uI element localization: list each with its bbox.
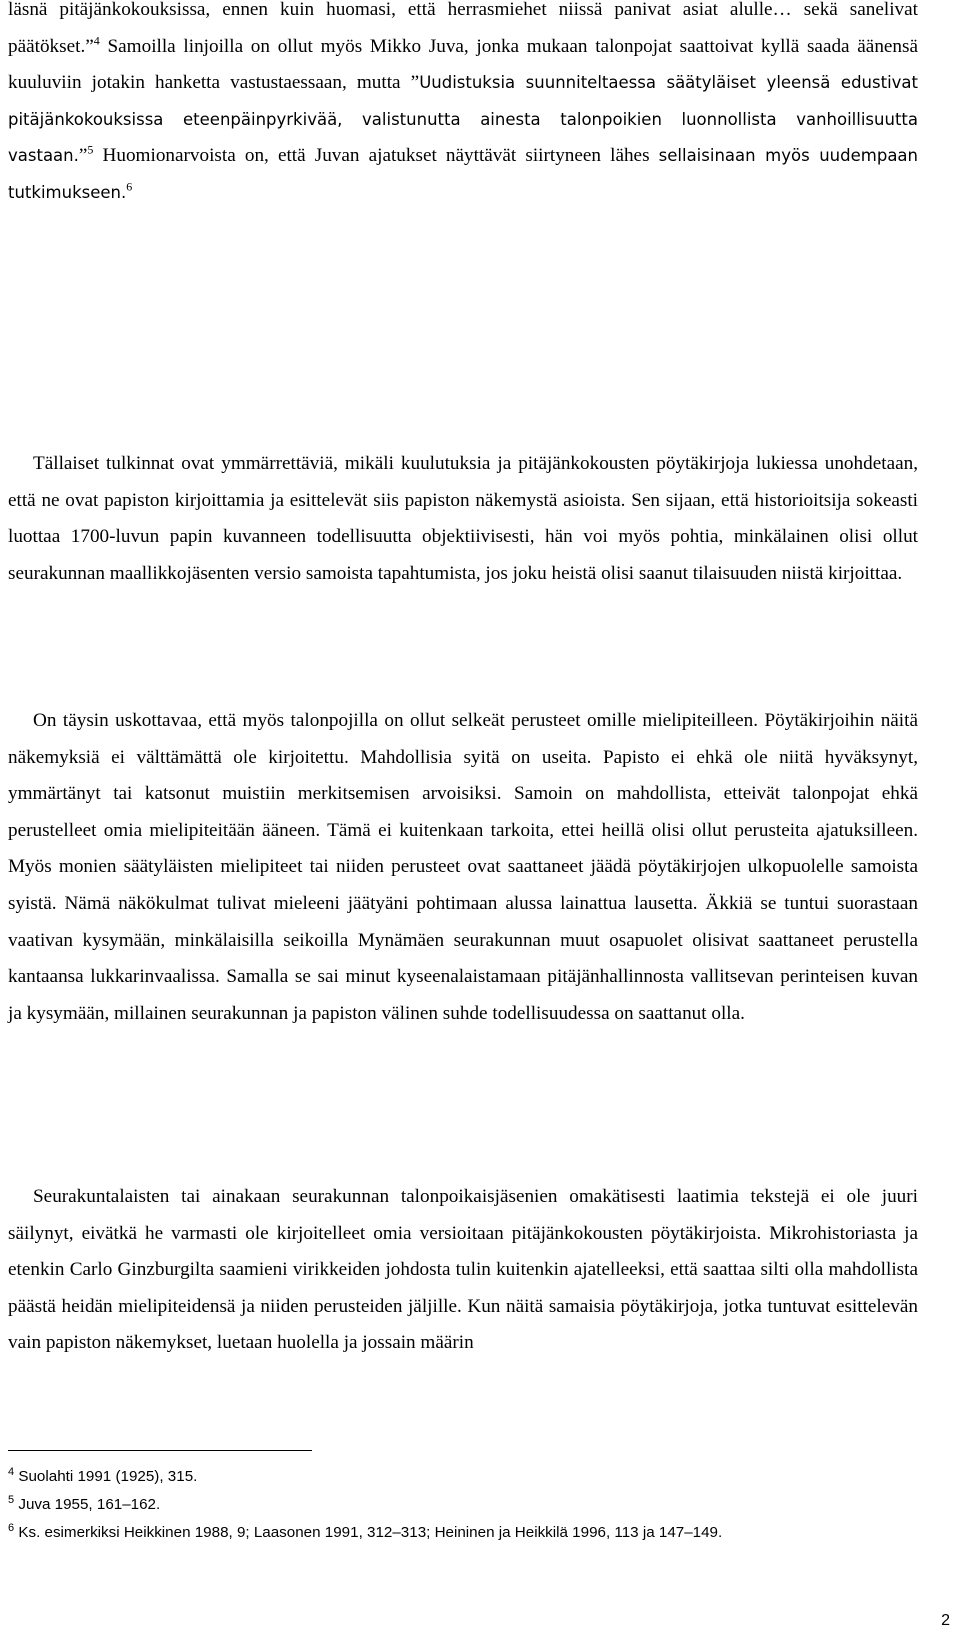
footnote-number: 4 xyxy=(8,1465,15,1478)
paragraph-1-text-c: Huomionarvoista on, että Juvan ajatukset näyttävät siirtyneen lähes xyxy=(93,145,659,167)
footnote-5 xyxy=(8,1491,928,1519)
footnote-text: Juva 1955, 161–162. xyxy=(14,1496,161,1513)
paragraph-1-text-b: Samoilla linjoilla on ollut myös Mikko Juva, jonka mukaan talonpojat saattoivat kyllä saada äänensä kuuluviin jotakin hanketta vastustaessaan, mutta ” xyxy=(8,35,918,94)
footnote-ref-6: 6 xyxy=(126,179,133,194)
paragraph-4: Seurakuntalaisten tai ainakaan seurakunnan talonpoikaisjäsenien omakätisesti laatimia tekstejä ei ole juuri säilynyt, eivätkä he varmasti ole kirjoitelleet omia versioitaan pitäjänkokousten pöytäkirjoista. Mikrohistoriasta ja etenkin Carlo Ginzburgilta saamieni virikkeiden johdosta tulin kuitenkin ajatelleeksi, että saattaa silti olla mahdollista päästä heidän mielipiteidensä ja niiden perusteiden jäljille. Kun näitä samaisia pöytäkirjoja, jotka tuntuvat esittelevän vain papiston näkemykset, luetaan huolella ja jossain määrin xyxy=(8,1186,918,1354)
page-number: 2 xyxy=(941,1612,950,1629)
footnote-number: 5 xyxy=(8,1493,15,1506)
paragraph-1-text-a: läsnä pitäjänkokouksissa, ennen kuin huomasi, että herrasmiehet niissä panivat asiat alulle… sekä sanelivat päätökset.” xyxy=(8,0,918,57)
footnote-text: Suolahti 1991 (1925), 315. xyxy=(14,1468,198,1485)
footnote-ref-5: 5 xyxy=(87,142,94,157)
paragraph-1 xyxy=(8,0,918,212)
paragraph-3: On täysin uskottavaa, että myös talonpojilla on ollut selkeät perusteet omille mielipiteilleen. Pöytäkirjoihin näitä näkemyksiä ei välttämättä ole kirjoitettu. Mahdollisia syitä on useita. Papisto ei ehkä ole niitä hyväksynyt, ymmärtänyt tai katsonut muistiin merkitsemisen arvoisiksi. Samoin on mahdollista, etteivät talonpojat ehkä perustelleet omia mielipiteitään ääneen. Tämä ei kuitenkaan tarkoita, ettei heillä olisi ollut perusteita ajatuksilleen. Myös monien säätyläisten mielipiteet tai niiden perusteet ovat saattaneet jäädä pöytäkirjojen ulkopuolelle samoista syistä. Nämä näkökulmat tulivat mieleeni jäätyäni pohtimaan alussa lainattua lausetta. Äkkiä se tuntui suorastaan vaativan kysymään, minkälaisilla seikoilla Mynämäen seurakunnan muut osapuolet olisivat saattaneet perustella kantaansa lukkarinvaalissa. Samalla se sai minut kyseenalaistamaan pitäjänhallinnosta vallitsevan perinteisen kuvan ja kysymään, millainen seurakunnan ja papiston välinen suhde todellisuudessa on saattanut olla. xyxy=(8,710,918,1024)
footnote-number: 6 xyxy=(8,1521,15,1534)
footnote-text: Ks. esimerkiksi Heikkinen 1988, 9; Laasonen 1991, 312–313; Heininen ja Heikkilä 1996, 113 ja 147–149. xyxy=(14,1524,723,1541)
paragraph-2: Tällaiset tulkinnat ovat ymmärrettäviä, mikäli kuulutuksia ja pitäjänkokousten pöytäkirjoja lukiessa unohdetaan, että ne ovat papiston kirjoittamia ja esittelevät siis papiston näkemystä asioista. Sen sijaan, että historioitsija sokeasti luottaa 1700-luvun papin kuvanneen todellisuutta objektiivisesti, hän voi myös pohtia, minkälainen olisi ollut seurakunnan maallikkojäsenten versio samoista tapahtumista, jos joku heistä olisi saanut tilaisuuden niistä kirjoittaa. xyxy=(8,453,918,584)
paragraph-1-closing-quote: ” xyxy=(78,145,88,167)
juva-quotation: Uudistuksia suunniteltaessa säätyläiset yleensä edustivat pitäjänkokouksissa eteenpäinpyrkivää, valistunutta ainesta talonpoikien luonnollista vanhoillisuutta vastaan. xyxy=(8,73,918,166)
footnote-separator xyxy=(8,1450,312,1451)
footnote-ref-4: 4 xyxy=(93,33,100,48)
footnotes xyxy=(8,1463,928,1547)
paragraph-1-text-d: sellaisinaan myös uudempaan tutkimukseen. xyxy=(8,146,918,202)
footnote-4 xyxy=(8,1463,928,1491)
footnote-6 xyxy=(8,1519,928,1547)
